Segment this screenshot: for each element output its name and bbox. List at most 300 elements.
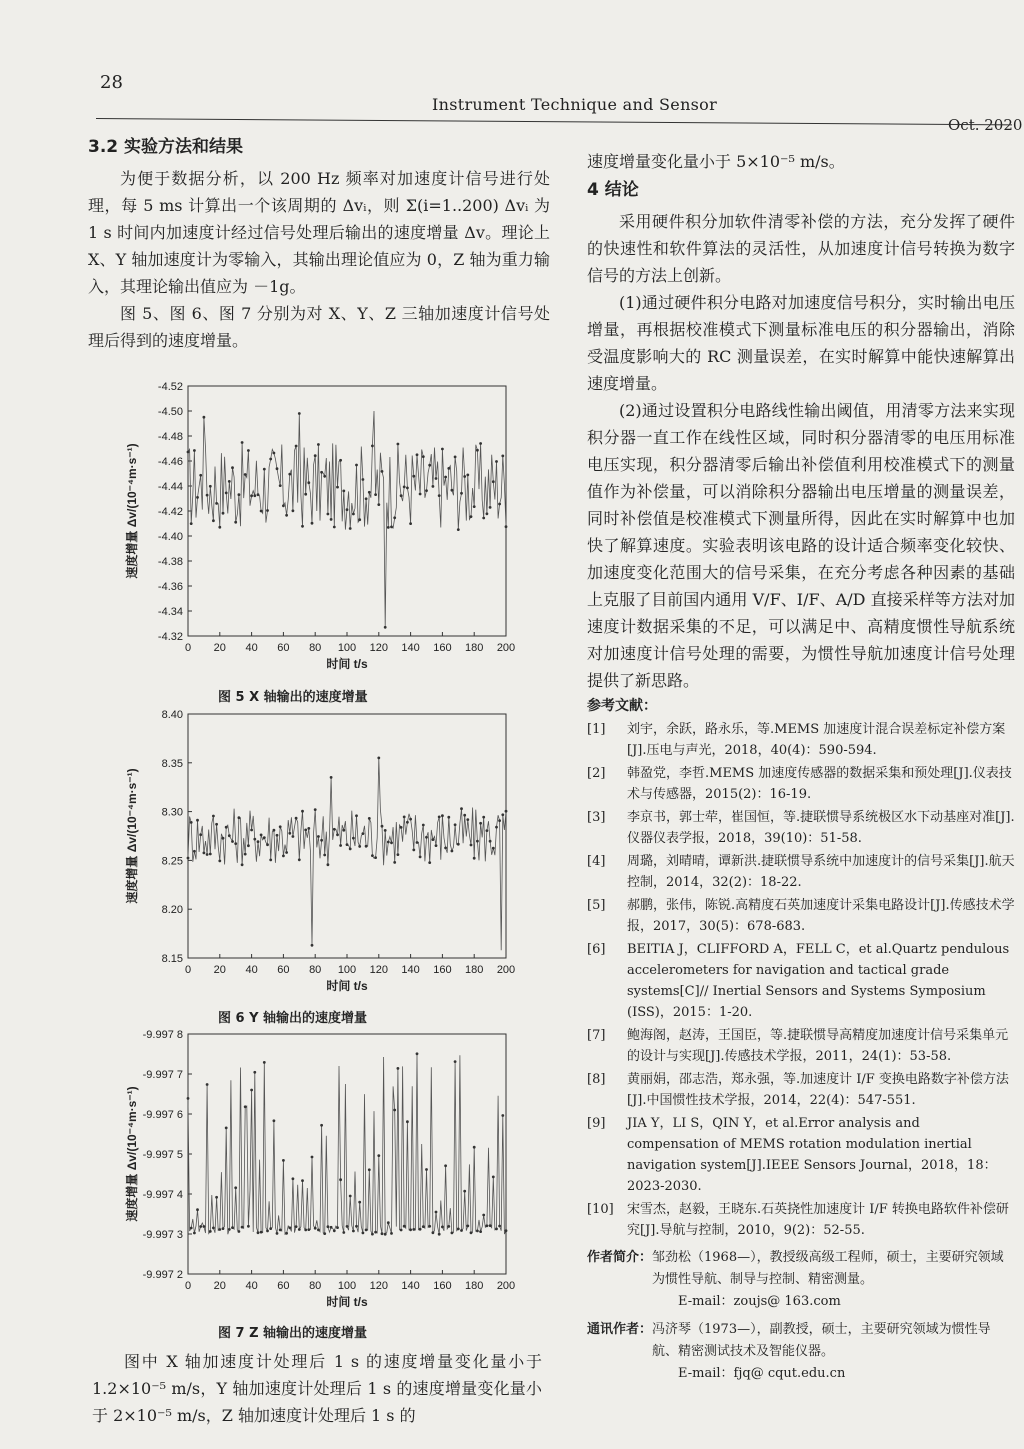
chart-z-axis-velocity bbox=[96, 1026, 536, 1312]
data-point bbox=[428, 464, 431, 467]
data-point bbox=[320, 1124, 323, 1127]
x-axis-label: 时间 t/s bbox=[326, 657, 368, 671]
data-point bbox=[482, 1214, 485, 1217]
x-tick-label: 20 bbox=[213, 1280, 226, 1292]
data-point bbox=[403, 816, 406, 819]
data-point bbox=[276, 834, 279, 837]
data-point bbox=[381, 470, 384, 473]
data-point bbox=[317, 443, 320, 446]
data-point bbox=[342, 490, 345, 493]
data-point bbox=[285, 514, 288, 517]
data-point bbox=[371, 854, 374, 857]
x-tick-label: 180 bbox=[465, 1280, 484, 1292]
x-tick-label: 200 bbox=[496, 642, 516, 654]
data-point bbox=[282, 504, 285, 507]
data-point bbox=[387, 526, 390, 529]
data-point bbox=[320, 471, 323, 474]
data-point bbox=[260, 834, 263, 837]
data-point bbox=[362, 1232, 365, 1235]
data-point bbox=[323, 1232, 326, 1235]
data-point bbox=[419, 856, 422, 859]
data-point bbox=[365, 1229, 368, 1232]
data-point bbox=[397, 443, 400, 446]
y-axis-label: 速度增量 Δv/(10⁻⁴m·s⁻¹) bbox=[125, 443, 139, 579]
y-tick-label: -4.32 bbox=[157, 631, 183, 643]
data-point bbox=[498, 503, 501, 506]
data-point bbox=[479, 442, 482, 445]
data-point bbox=[193, 850, 196, 853]
data-point bbox=[368, 817, 371, 820]
figure-6-caption: 图 6 Y 轴输出的速度增量 bbox=[218, 1011, 368, 1026]
data-point bbox=[425, 1168, 428, 1171]
data-point bbox=[492, 847, 495, 850]
conclusion-paragraph-2: (1)通过硬件积分电路对加速度信号积分，实时输出电压增量，再根据校准模式下测量标准电压的积分器输出，消除受温度影响大的 RC 测量误差，在实时解算中能快速解算出速度增量。 bbox=[587, 293, 1015, 393]
x-tick-label: 160 bbox=[433, 964, 452, 976]
data-point bbox=[384, 1233, 387, 1236]
data-point bbox=[298, 412, 301, 415]
y-axis-label: 速度增量 Δv/(10⁻⁴m·s⁻¹) bbox=[125, 768, 139, 904]
data-point bbox=[355, 464, 358, 467]
data-point bbox=[368, 1168, 371, 1171]
page-number: 28 bbox=[100, 72, 123, 93]
data-point bbox=[187, 451, 190, 454]
data-point bbox=[276, 467, 279, 470]
conclusion-paragraph-3: (2)通过设置积分电路线性输出阈值，用清零方法来实现积分器一直工作在线性区域，同时积分器清零的电压用标准电压实现，积分器清零后输出补偿值利用校准模式下的测量值作为补偿量，可以消除积分器输出电压增量的测量误差，同时补偿值是校准模式下测量所得，因此在实时解算中也加快了解算速度。实验表明该电路的设计适合频率变化较快、加速度变化范围大的信号采集，在充分考虑各种因素的基础上克服了目前国内通用 V/F、I/F、A/D 直接采样等方法对加速度计数据采集的不足，可以满足中、高精度惯性导航系统对加速度计信号处理的需要，为惯性导航加速度计信号处理提供了新思路。 bbox=[587, 401, 1015, 690]
data-point bbox=[311, 1156, 314, 1159]
data-point bbox=[190, 522, 193, 525]
data-point bbox=[476, 449, 479, 452]
header-rule bbox=[96, 118, 1012, 125]
data-point bbox=[377, 1154, 380, 1157]
y-axis-label: 速度增量 Δv/(10⁻⁴m·s⁻¹) bbox=[125, 1086, 139, 1222]
x-tick-label: 0 bbox=[184, 964, 192, 976]
data-point bbox=[498, 819, 501, 822]
data-point bbox=[441, 448, 444, 451]
reference-text: 郝鹏，张伟，陈锐.高精度石英加速度计采集电路设计[J].传感技术学报，2017，30(5)：678-683. bbox=[627, 898, 1015, 934]
data-point bbox=[330, 518, 333, 521]
y-tick-label: -4.46 bbox=[157, 456, 183, 468]
data-point bbox=[422, 824, 425, 827]
data-point bbox=[234, 842, 237, 845]
data-point bbox=[257, 840, 260, 843]
data-point bbox=[425, 836, 428, 839]
results-paragraph: 图中 X 轴加速度计处理后 1 s 的速度增量变化量小于 1.2×10⁻⁵ m/s，Y 轴加速度计处理后 1 s 的速度增量变化量小于 2×10⁻⁵ m/s，Z 轴加速度计处理后 1 s 的 bbox=[92, 1352, 542, 1425]
data-point bbox=[451, 1232, 454, 1235]
data-point bbox=[273, 452, 276, 455]
data-point bbox=[266, 843, 269, 846]
data-point bbox=[336, 833, 339, 836]
data-point bbox=[419, 1228, 422, 1231]
data-point bbox=[416, 841, 419, 844]
data-point bbox=[397, 1067, 400, 1070]
data-point bbox=[238, 816, 241, 819]
reference-text: 鲍海阁，赵涛，王国臣，等.捷联惯导高精度加速度计信号采集单元的设计与实现[J].传感技术学报，2011，24(1)：53-58. bbox=[627, 1028, 1009, 1064]
reference-item bbox=[587, 895, 1015, 937]
x-tick-label: 180 bbox=[465, 642, 484, 654]
data-point bbox=[368, 491, 371, 494]
data-point bbox=[403, 1225, 406, 1228]
data-point bbox=[486, 512, 489, 515]
x-tick-label: 40 bbox=[245, 964, 258, 976]
data-point bbox=[438, 494, 441, 497]
data-point bbox=[451, 850, 454, 853]
y-tick-label: -4.48 bbox=[157, 431, 183, 443]
data-point bbox=[304, 493, 307, 496]
data-point bbox=[447, 1225, 450, 1228]
data-point bbox=[358, 1201, 361, 1204]
data-point bbox=[428, 1225, 431, 1228]
data-point bbox=[476, 840, 479, 843]
data-point bbox=[412, 849, 415, 852]
data-point bbox=[400, 826, 403, 829]
data-point bbox=[292, 835, 295, 838]
data-point bbox=[295, 817, 298, 820]
data-point bbox=[238, 1230, 241, 1233]
data-point bbox=[336, 1226, 339, 1229]
data-point bbox=[206, 853, 209, 856]
data-point bbox=[432, 838, 435, 841]
data-point bbox=[257, 1231, 260, 1234]
reference-item bbox=[587, 1069, 1015, 1111]
data-point bbox=[371, 1233, 374, 1236]
data-point bbox=[473, 1146, 476, 1149]
data-point bbox=[288, 832, 291, 835]
data-point bbox=[250, 829, 253, 832]
data-point bbox=[406, 487, 409, 490]
data-point bbox=[438, 1233, 441, 1236]
data-point bbox=[495, 460, 498, 463]
data-point bbox=[460, 1229, 463, 1232]
y-tick-label: 8.35 bbox=[161, 757, 183, 770]
reference-item bbox=[587, 851, 1015, 893]
data-point bbox=[253, 838, 256, 841]
series-line bbox=[188, 1054, 506, 1235]
data-point bbox=[384, 626, 387, 629]
data-point bbox=[384, 829, 387, 832]
x-tick-label: 140 bbox=[401, 1280, 420, 1292]
data-point bbox=[196, 496, 199, 499]
data-point bbox=[457, 1228, 460, 1231]
data-point bbox=[218, 526, 221, 529]
data-point bbox=[470, 1231, 473, 1234]
data-point bbox=[311, 522, 314, 525]
data-point bbox=[409, 818, 412, 821]
data-point bbox=[295, 445, 298, 448]
x-tick-label: 60 bbox=[277, 642, 290, 654]
data-point bbox=[438, 816, 441, 819]
data-point bbox=[250, 1089, 253, 1092]
data-point bbox=[447, 467, 450, 470]
data-point bbox=[209, 853, 212, 856]
x-tick-label: 160 bbox=[433, 1280, 452, 1292]
left-column-bottom bbox=[92, 1348, 542, 1429]
data-point bbox=[285, 851, 288, 854]
author-email: E-mail：zoujs@ 163.com bbox=[678, 1294, 841, 1309]
data-point bbox=[228, 834, 231, 837]
data-point bbox=[317, 1229, 320, 1232]
data-point bbox=[346, 1225, 349, 1228]
y-tick-label: -4.34 bbox=[157, 606, 183, 618]
data-point bbox=[444, 476, 447, 479]
y-tick-label: -9.997 6 bbox=[142, 1109, 183, 1121]
data-point bbox=[244, 473, 247, 476]
data-point bbox=[253, 1071, 256, 1074]
data-point bbox=[352, 1230, 355, 1233]
data-point bbox=[390, 526, 393, 529]
data-point bbox=[397, 853, 400, 856]
data-point bbox=[231, 840, 234, 843]
data-point bbox=[390, 841, 393, 844]
data-point bbox=[263, 1061, 266, 1064]
data-point bbox=[339, 844, 342, 847]
data-point bbox=[228, 480, 231, 483]
reference-text: 刘宇，余跃，路永乐，等.MEMS 加速度计混合误差标定补偿方案[J].压电与声光，2018，40(4)：590-594. bbox=[627, 722, 1006, 758]
data-point bbox=[212, 1227, 215, 1230]
conclusion-paragraph-1: 采用硬件积分加软件清零补偿的方法，充分发挥了硬件的快速性和软件算法的灵活性，从加速度计信号转换为数字信号的方法上创新。 bbox=[587, 212, 1015, 285]
data-point bbox=[244, 1105, 247, 1108]
y-tick-label: -9.997 3 bbox=[142, 1229, 183, 1241]
data-point bbox=[403, 486, 406, 489]
data-point bbox=[247, 1225, 250, 1228]
data-point bbox=[238, 493, 241, 496]
data-point bbox=[218, 860, 221, 863]
data-point bbox=[285, 1232, 288, 1235]
data-point bbox=[349, 848, 352, 851]
data-point bbox=[352, 513, 355, 516]
data-point bbox=[266, 509, 269, 512]
reference-item bbox=[587, 1113, 1015, 1197]
data-point bbox=[358, 845, 361, 848]
y-tick-label: -9.997 8 bbox=[142, 1029, 183, 1041]
chart-y-axis-velocity bbox=[96, 706, 536, 996]
reference-text: 李京书，郭士荦，崔国恒，等.捷联惯导系统极区水下动基座对准[J].仪器仪表学报，2018，39(10)：51-58. bbox=[627, 810, 1015, 846]
data-point bbox=[501, 455, 504, 458]
data-point bbox=[393, 861, 396, 864]
data-point bbox=[501, 813, 504, 816]
data-point bbox=[463, 1190, 466, 1193]
reference-text: 黄丽娟，邵志浩，郑永强，等.加速度计 I/F 变换电路数字补偿方法[J].中国惯性技术学报，2014，22(4)：547-551. bbox=[627, 1072, 1009, 1108]
data-point bbox=[374, 856, 377, 859]
reference-text: 周璐，刘晴晴，谭新洪.捷联惯导系统中加速度计的信号采集[J].航天控制，2014，32(2)：18-22. bbox=[627, 854, 1015, 890]
data-point bbox=[489, 1224, 492, 1227]
reference-number: [3] bbox=[587, 810, 606, 825]
data-point bbox=[209, 485, 212, 488]
data-point bbox=[422, 455, 425, 458]
data-point bbox=[307, 827, 310, 830]
x-tick-label: 120 bbox=[369, 642, 388, 654]
x-tick-label: 80 bbox=[309, 964, 322, 976]
data-point bbox=[489, 506, 492, 509]
data-point bbox=[187, 1097, 190, 1100]
x-tick-label: 0 bbox=[184, 642, 192, 654]
data-point bbox=[489, 840, 492, 843]
data-point bbox=[406, 1120, 409, 1123]
data-point bbox=[320, 839, 323, 842]
data-point bbox=[473, 857, 476, 860]
data-point bbox=[257, 493, 260, 496]
data-point bbox=[406, 821, 409, 824]
data-point bbox=[298, 858, 301, 861]
data-point bbox=[501, 1114, 504, 1117]
reference-number: [10] bbox=[587, 1202, 614, 1217]
reference-item bbox=[587, 763, 1015, 805]
x-tick-label: 160 bbox=[433, 642, 452, 654]
data-point bbox=[479, 1230, 482, 1233]
data-point bbox=[482, 517, 485, 520]
data-point bbox=[273, 1119, 276, 1122]
data-point bbox=[266, 1230, 269, 1233]
reference-number: [8] bbox=[587, 1072, 606, 1087]
data-point bbox=[441, 1226, 444, 1229]
data-point bbox=[381, 825, 384, 828]
data-point bbox=[419, 493, 422, 496]
data-point bbox=[314, 1227, 317, 1230]
data-point bbox=[451, 489, 454, 492]
figure-7 bbox=[96, 1026, 536, 1316]
right-column bbox=[587, 148, 1015, 1385]
data-point bbox=[444, 847, 447, 850]
data-point bbox=[374, 493, 377, 496]
data-point bbox=[482, 816, 485, 819]
x-tick-label: 20 bbox=[213, 964, 226, 976]
x-tick-label: 60 bbox=[277, 1280, 290, 1292]
data-point bbox=[355, 1225, 358, 1228]
data-point bbox=[339, 459, 342, 462]
data-point bbox=[377, 503, 380, 506]
data-point bbox=[362, 832, 365, 835]
data-point bbox=[432, 485, 435, 488]
data-point bbox=[327, 513, 330, 516]
author-bio bbox=[587, 1247, 1015, 1313]
data-point bbox=[400, 1229, 403, 1232]
data-point bbox=[199, 833, 202, 836]
data-point bbox=[457, 843, 460, 846]
data-point bbox=[301, 525, 304, 528]
data-point bbox=[193, 449, 196, 452]
data-point bbox=[486, 1224, 489, 1227]
reference-item bbox=[587, 807, 1015, 849]
data-point bbox=[215, 823, 218, 826]
data-point bbox=[374, 1231, 377, 1234]
data-point bbox=[327, 1225, 330, 1228]
data-point bbox=[301, 1179, 304, 1182]
reference-item bbox=[587, 719, 1015, 761]
data-point bbox=[323, 854, 326, 857]
data-point bbox=[190, 821, 193, 824]
x-tick-label: 40 bbox=[245, 642, 258, 654]
data-point bbox=[282, 855, 285, 858]
data-point bbox=[454, 1060, 457, 1063]
data-point bbox=[279, 484, 282, 487]
data-point bbox=[470, 515, 473, 518]
section-3-2-title: 3.2 实验方法和结果 bbox=[88, 137, 244, 157]
data-point bbox=[365, 845, 368, 848]
data-point bbox=[203, 1225, 206, 1228]
data-point bbox=[463, 814, 466, 817]
x-tick-label: 120 bbox=[369, 1280, 388, 1292]
y-tick-label: -9.997 5 bbox=[142, 1149, 183, 1161]
data-point bbox=[498, 1225, 501, 1228]
data-point bbox=[428, 861, 431, 864]
x-tick-label: 140 bbox=[401, 642, 420, 654]
y-tick-label: 8.40 bbox=[161, 709, 183, 721]
data-point bbox=[234, 521, 237, 524]
data-point bbox=[241, 863, 244, 866]
data-point bbox=[247, 844, 250, 847]
x-axis-label: 时间 t/s bbox=[326, 1295, 368, 1309]
data-point bbox=[342, 829, 345, 832]
data-point bbox=[199, 1225, 202, 1228]
data-point bbox=[355, 814, 358, 817]
data-point bbox=[288, 1226, 291, 1229]
data-point bbox=[444, 1164, 447, 1167]
data-point bbox=[486, 829, 489, 832]
reference-text: 韩盈党，李哲.MEMS 加速度传感器的数据采集和预处理[J].仪表技术与传感器，2015(2)：16-19. bbox=[627, 766, 1012, 802]
data-point bbox=[222, 837, 225, 840]
data-point bbox=[199, 474, 202, 477]
plot-frame bbox=[188, 1034, 506, 1274]
y-tick-label: -4.44 bbox=[157, 481, 183, 493]
data-point bbox=[400, 494, 403, 497]
reference-text: 宋雪杰，赵毅，王晓东.石英挠性加速度计 I/F 转换电路软件补偿研究[J].导航与控制，2010，9(2)：52-55. bbox=[627, 1202, 1009, 1238]
figure-7-caption: 图 7 Z 轴输出的速度增量 bbox=[218, 1326, 368, 1341]
data-point bbox=[505, 810, 508, 813]
corresponding-label: 通讯作者： bbox=[587, 1322, 653, 1337]
references bbox=[587, 696, 1015, 1241]
data-point bbox=[492, 1176, 495, 1179]
data-point bbox=[412, 475, 415, 478]
data-point bbox=[193, 1232, 196, 1235]
data-point bbox=[222, 1227, 225, 1230]
x-tick-label: 60 bbox=[277, 964, 290, 976]
corresponding-text bbox=[652, 1319, 1015, 1385]
data-point bbox=[454, 823, 457, 826]
data-point bbox=[314, 454, 317, 457]
data-point bbox=[336, 486, 339, 489]
data-point bbox=[432, 1231, 435, 1234]
data-point bbox=[241, 1226, 244, 1229]
data-point bbox=[260, 1231, 263, 1234]
author-label: 作者简介： bbox=[587, 1250, 653, 1265]
data-point bbox=[435, 477, 438, 480]
data-point bbox=[260, 510, 263, 513]
reference-text: BEITIA J，CLIFFORD A，FELL C，et al.Quartz pendulous accelerometers for navigation and tactical grade systems[C]// Inertial Sensors and Systems Symposium (ISS)，2015：1-20. bbox=[627, 942, 1010, 1020]
corresponding-author bbox=[587, 1319, 1015, 1385]
data-point bbox=[447, 816, 450, 819]
y-tick-label: 8.15 bbox=[161, 953, 183, 965]
data-point bbox=[371, 445, 374, 448]
data-point bbox=[352, 837, 355, 840]
data-point bbox=[327, 863, 330, 866]
x-tick-label: 120 bbox=[369, 964, 388, 976]
data-point bbox=[435, 844, 438, 847]
series-line bbox=[188, 758, 506, 950]
data-point bbox=[387, 1221, 390, 1224]
data-point bbox=[301, 810, 304, 813]
reference-number: [9] bbox=[587, 1116, 606, 1131]
data-point bbox=[298, 1228, 301, 1231]
data-point bbox=[196, 819, 199, 822]
x-tick-label: 100 bbox=[337, 642, 357, 654]
issue-date: Oct. 2020 bbox=[948, 116, 1023, 134]
data-point bbox=[342, 1231, 345, 1234]
reference-number: [4] bbox=[587, 854, 606, 869]
y-tick-label: -4.52 bbox=[157, 381, 183, 393]
data-point bbox=[412, 1228, 415, 1231]
data-point bbox=[228, 1228, 231, 1231]
data-point bbox=[409, 1228, 412, 1231]
journal-title: Instrument Technique and Sensor bbox=[432, 95, 718, 114]
